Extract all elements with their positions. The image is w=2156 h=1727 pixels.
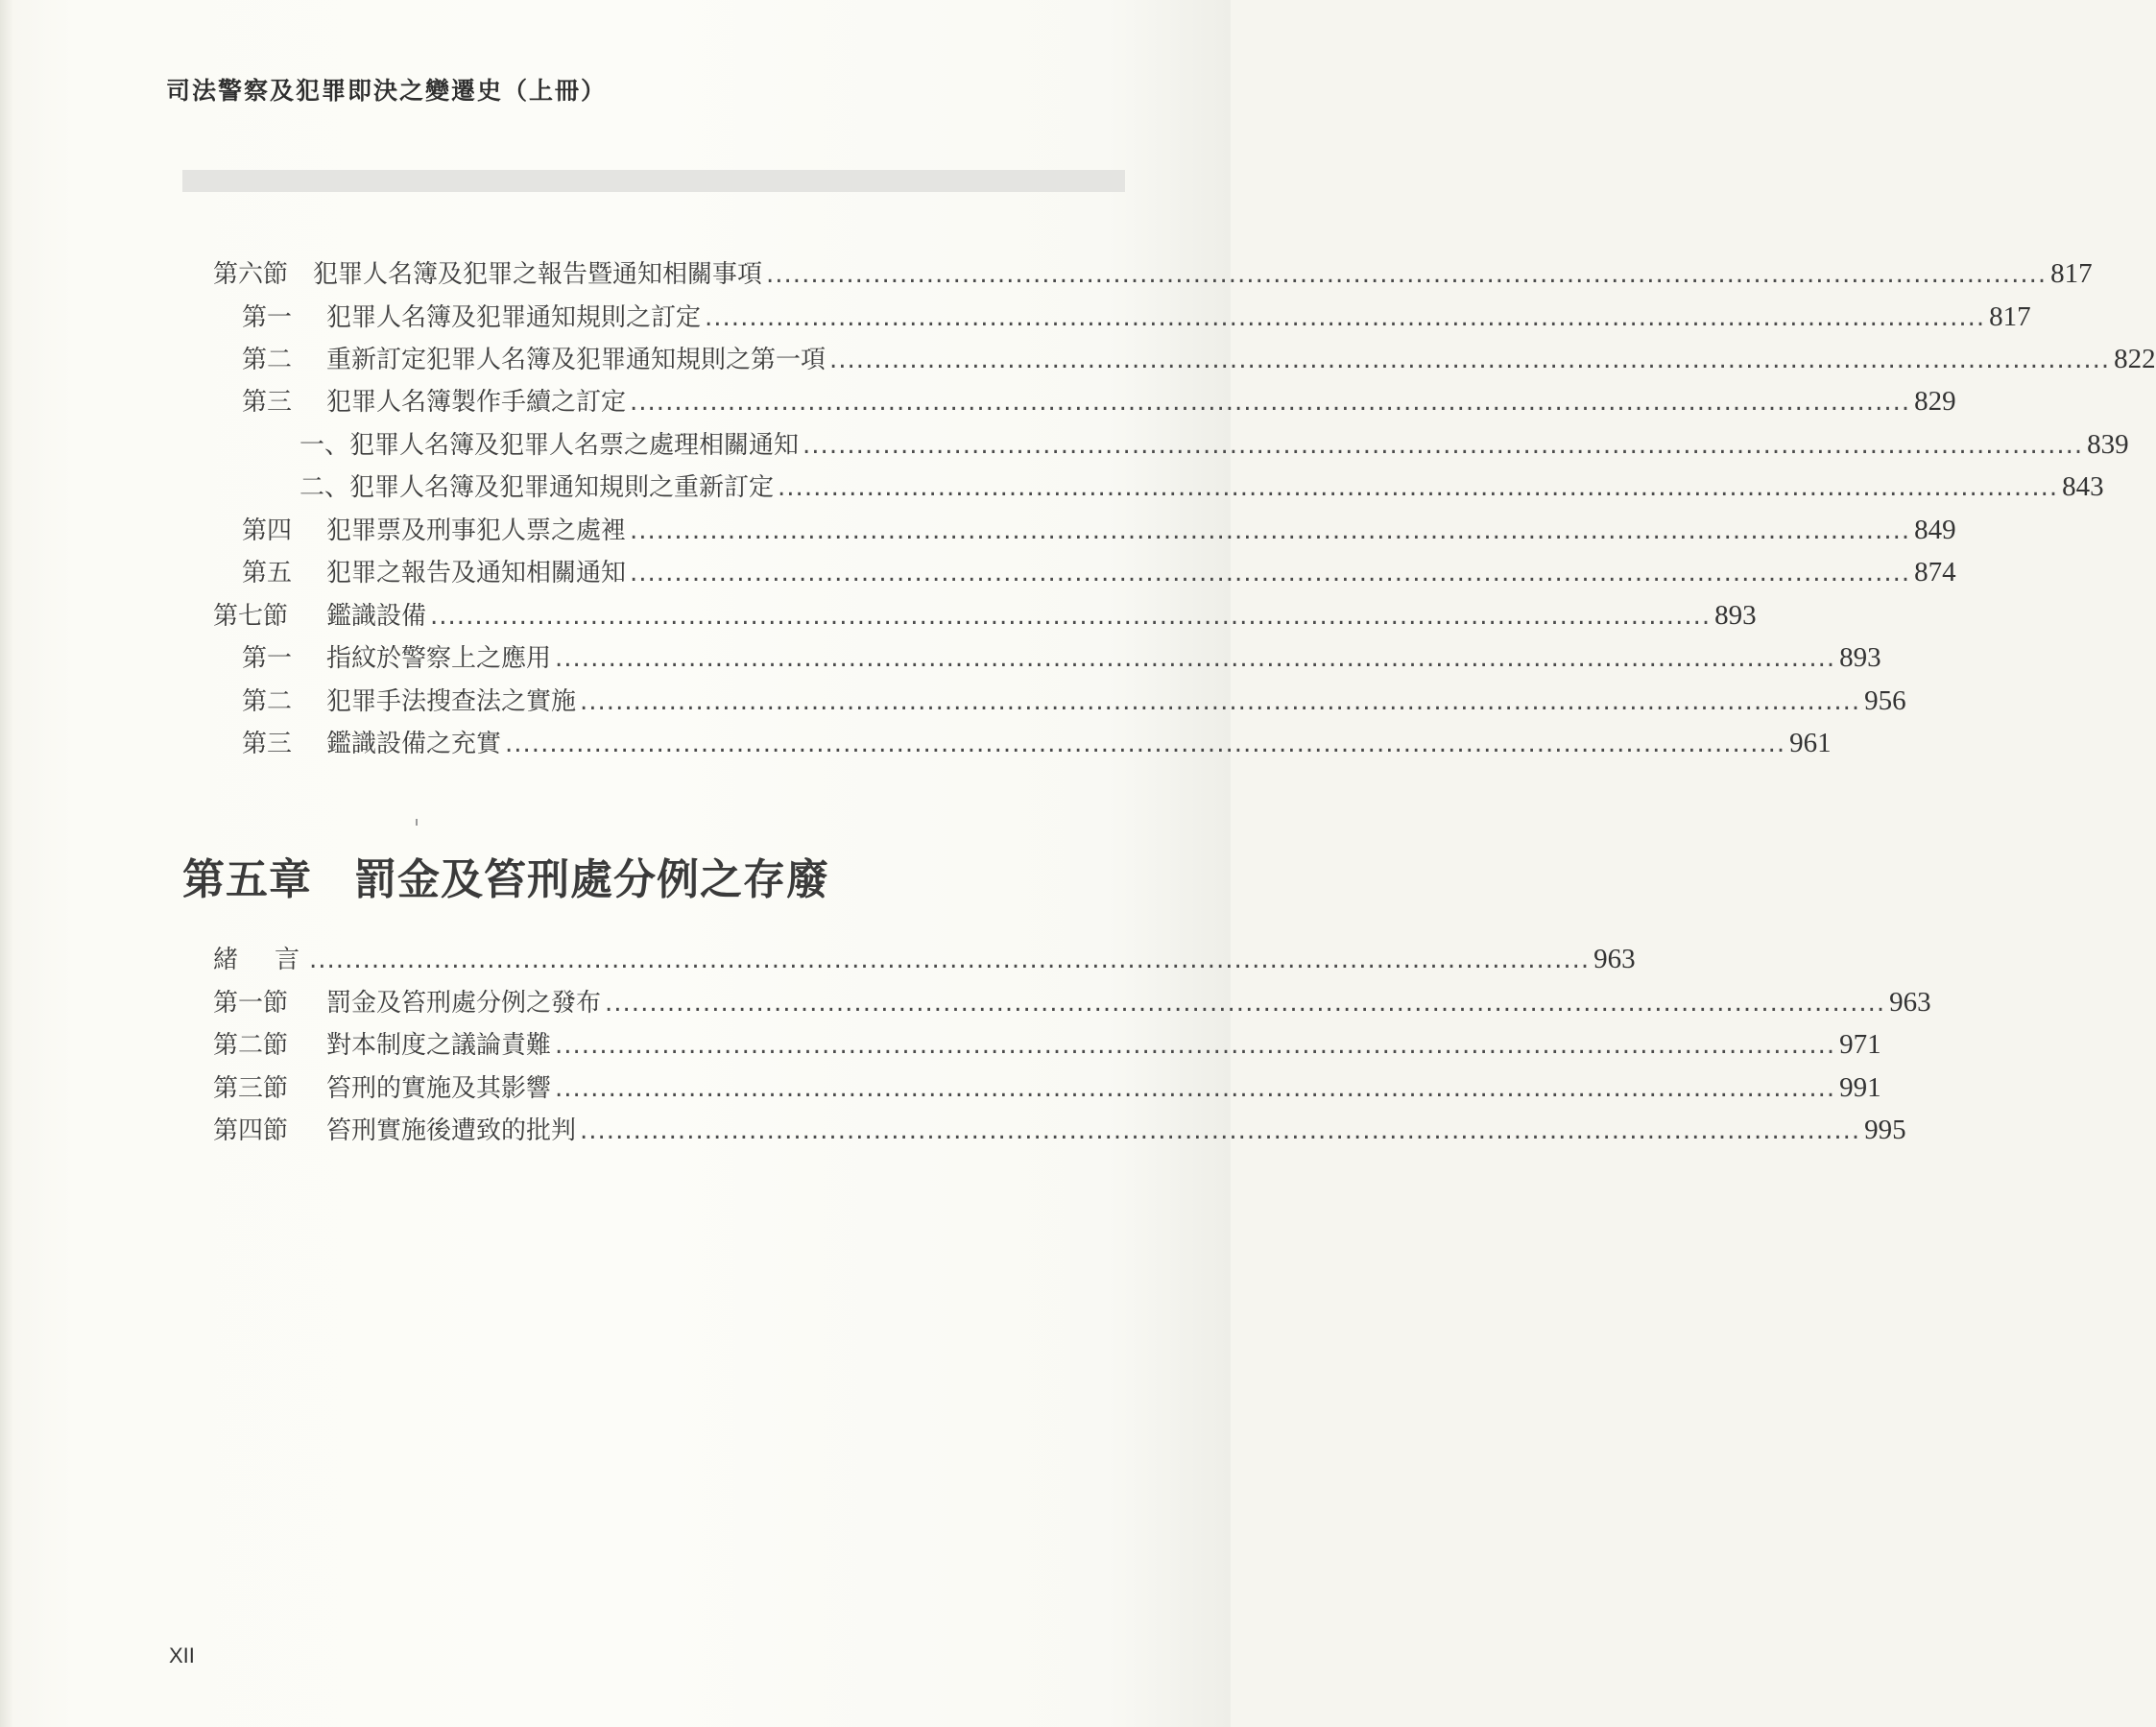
dot-leader: ................................................................................................................................................ (309, 946, 1591, 974)
toc-entry-page: 874 (1914, 557, 1956, 588)
toc-entry (213, 983, 1931, 1021)
toc-entry-label: 第三 (242, 730, 293, 758)
toc-entry-title: 犯罪之報告及通知相關通知 (326, 559, 627, 588)
toc-entry-title: 笞刑的實施及其影響 (326, 1074, 552, 1103)
dot-leader: ................................................................................................................................................ (555, 1074, 1836, 1103)
toc-entry-title: 犯罪手法搜查法之實施 (326, 687, 577, 716)
toc-entry-title: 指紋於警察上之應用 (326, 644, 552, 673)
toc-entry-title: 罰金及笞刑處分例之發布 (326, 989, 602, 1018)
toc-entry (213, 254, 2093, 293)
toc-entry-label: 二、 (299, 473, 350, 502)
toc-entry-page: 893 (1839, 642, 1881, 673)
dot-leader: ................................................................................................................................................ (630, 516, 1911, 545)
toc-entry-page: 893 (1714, 600, 1757, 631)
dot-leader: ................................................................................................................................................ (630, 559, 1911, 588)
toc-entry-title: 犯罪票及刑事犯人票之處裡 (326, 516, 627, 545)
chapter-number: 第五章 (182, 855, 312, 904)
toc-entry-page: 849 (1914, 515, 1956, 545)
toc-entry-page: 843 (2062, 471, 2104, 502)
toc-entry-label: 第三 (242, 388, 293, 417)
toc-entry-page: 963 (1593, 944, 1636, 974)
toc-entry-label: 第一 (242, 303, 293, 332)
toc-entry (242, 682, 1906, 720)
toc-entry (213, 1068, 1881, 1107)
toc-entry (242, 724, 1832, 762)
dot-leader: ................................................................................................................................................ (829, 346, 2111, 374)
toc-entry-page: 961 (1789, 728, 1832, 758)
toc-entry (242, 298, 2031, 336)
toc-entry-page: 822 (2114, 344, 2156, 374)
toc-entry-page: 971 (1839, 1029, 1881, 1060)
dot-leader: ................................................................................................................................................ (555, 1031, 1836, 1060)
toc-entry (242, 382, 1956, 420)
toc-entry (242, 511, 1956, 549)
toc-entry-page: 963 (1889, 987, 1931, 1018)
dot-leader: ................................................................................................................................................ (580, 1116, 1861, 1145)
toc-entry-label: 第一 (242, 644, 293, 673)
toc-entry (242, 553, 1956, 591)
toc-entry-label: 第二 (242, 346, 293, 374)
toc-entry-label: 第四 (242, 516, 293, 545)
toc-entry-title: 對本制度之議論責難 (326, 1031, 552, 1060)
dot-leader: ................................................................................................................................................ (705, 303, 1986, 332)
toc-entry-page: 991 (1839, 1072, 1881, 1103)
header-rule-band (182, 170, 1125, 192)
toc-entry (242, 340, 2156, 378)
dot-leader: ................................................................................................................................................ (630, 388, 1911, 417)
toc-entry-title: 重新訂定犯罪人名簿及犯罪通知規則之第一項 (326, 346, 826, 374)
toc-entry-page: 839 (2087, 429, 2129, 460)
toc-entry-title: 犯罪人名簿製作手續之訂定 (326, 388, 627, 417)
toc-entry-label: 第二節 (213, 1031, 289, 1060)
toc-entry-page: 817 (1989, 301, 2031, 332)
dot-leader: ................................................................................................................................................ (803, 431, 2084, 460)
toc-entry-page: 829 (1914, 386, 1956, 417)
dot-leader: ................................................................................................................................................ (505, 730, 1786, 758)
dot-leader: ................................................................................................................................................ (605, 989, 1886, 1018)
toc-entry (213, 1025, 1881, 1064)
toc-entry (213, 1111, 1906, 1149)
toc-entry-page: 817 (2050, 258, 2093, 289)
toc-entry (299, 425, 2129, 464)
toc-entry-title: 笞刑實施後遭致的批判 (326, 1116, 577, 1145)
toc-entry-label: 第七節 (213, 602, 289, 631)
toc-entry-page: 995 (1864, 1115, 1906, 1145)
chapter-heading (182, 845, 829, 906)
toc-entry-title: 犯罪人名簿及犯罪之報告暨通知相關事項 (313, 260, 763, 289)
toc-entry-label: 一、 (299, 431, 350, 460)
dot-leader: ................................................................................................................................................ (766, 260, 2048, 289)
toc-entry (299, 468, 2104, 506)
toc-entry (213, 596, 1757, 635)
toc-entry-page: 956 (1864, 685, 1906, 716)
toc-entry-title: 鑑識設備之充實 (326, 730, 502, 758)
dot-leader: ................................................................................................................................................ (430, 602, 1712, 631)
dot-leader: ................................................................................................................................................ (555, 644, 1836, 673)
toc-entry-title: 犯罪人名簿及犯罪人名票之處理相關通知 (349, 431, 800, 460)
toc-entry-title: 犯罪人名簿及犯罪通知規則之重新訂定 (349, 473, 775, 502)
toc-entry (213, 940, 1636, 978)
page-gutter-shadow (0, 0, 13, 1727)
chapter-title: 罰金及笞刑處分例之存廢 (354, 855, 829, 904)
print-speck (416, 819, 418, 826)
toc-entry-label: 緒 言 (213, 946, 306, 974)
toc-entry-label: 第一節 (213, 989, 289, 1018)
dot-leader: ................................................................................................................................................ (778, 473, 2059, 502)
toc-entry-title: 鑑識設備 (326, 602, 427, 631)
toc-entry-label: 第三節 (213, 1074, 289, 1103)
toc-entry-title: 犯罪人名簿及犯罪通知規則之訂定 (326, 303, 702, 332)
page-number-folio: XII (169, 1643, 195, 1667)
toc-entry-label: 第五 (242, 559, 293, 588)
toc-entry-label: 第二 (242, 687, 293, 716)
toc-entry-label: 第六節 (213, 260, 289, 289)
dot-leader: ................................................................................................................................................ (580, 687, 1861, 716)
toc-entry (242, 638, 1881, 677)
running-head: 司法警察及犯罪即決之變遷史（上冊） (166, 77, 608, 105)
toc-entry-label: 第四節 (213, 1116, 289, 1145)
